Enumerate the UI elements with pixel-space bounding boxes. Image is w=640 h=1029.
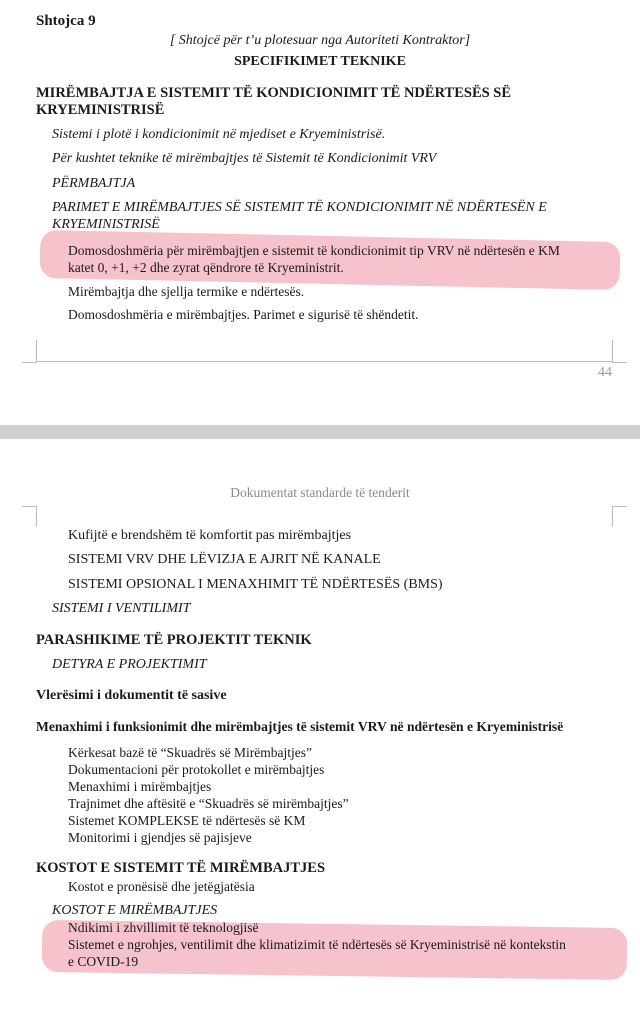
ownership-costs: Kostot e pronësisë dhe jetëgjatësia: [68, 879, 255, 894]
page-number: 44: [598, 365, 612, 380]
item3: Domosdoshmëria e mirëmbajtjes. Parimet e sigurisë të shëndetit.: [68, 307, 419, 322]
item1-line1: Domosdoshmëria për mirëmbajtjen e sistemit të kondicionimit tip VRV në ndërtesën e KM: [68, 243, 560, 258]
heating-line2: e COVID-19: [68, 954, 139, 969]
item1-line2: katet 0, +1, +2 dhe zyrat qëndrore të Kryeministrit.: [68, 260, 344, 275]
tech-item: Ndikimi i zhvillimit të teknologjisë: [68, 920, 259, 935]
management-heading: Menaxhimi i funksionimit dhe mirëmbajtjes të sistemit VRV në ndërtesën e Kryeministrisë: [36, 719, 564, 734]
mgmt-item: Sistemet KOMPLEKSE të ndërtesës së KM: [68, 813, 306, 828]
maint-costs-heading: KOSTOT E MIRËMBAJTJES: [52, 903, 218, 918]
content-heading: PËRMBAJTJA: [52, 176, 136, 191]
item6: SISTEMI OPSIONAL I MENAXHIMIT TË NDËRTESËS (BMS): [68, 577, 443, 592]
page-separator: [0, 425, 640, 439]
project-title: PARASHIKIME TË PROJEKTIT TEKNIK: [36, 632, 312, 648]
spec-title: SPECIFIKIMET TEKNIKE: [234, 54, 406, 69]
mgmt-item: Trajnimet dhe aftësitë e “Skuadrës së mirëmbajtjes”: [68, 796, 349, 811]
params-heading-line2: KRYEMINISTRISË: [52, 217, 160, 232]
crop-mark: [612, 340, 627, 363]
section-title-line1: MIRËMBAJTJA E SISTEMIT TË KONDICIONIMIT TË NDËRTESËS SË: [36, 85, 512, 101]
intro-line2: Për kushtet teknike të mirëmbajtjes të Sistemit të Kondicionimit VRV: [52, 151, 437, 166]
project-task: DETYRA E PROJEKTIMIT: [52, 657, 207, 672]
crop-mark: [22, 340, 37, 363]
crop-mark: [22, 506, 37, 527]
mgmt-item: Menaxhimi i mirëmbajtjes: [68, 779, 212, 794]
mgmt-item: Kërkesat bazë të “Skuadrës së Mirëmbajtjes”: [68, 745, 313, 760]
annex-title: Shtojca 9: [36, 13, 96, 29]
running-header: Dokumentat standarde të tenderit: [230, 485, 410, 500]
crop-mark: [612, 506, 627, 527]
item5: SISTEMI VRV DHE LËVIZJA E AJRIT NË KANALE: [68, 552, 381, 567]
crop-mark: [36, 361, 612, 362]
ventilation-heading: SISTEMI I VENTILIMIT: [52, 601, 191, 616]
costs-title: KOSTOT E SISTEMIT TË MIRËMBAJTJES: [36, 860, 326, 876]
params-heading-line1: PARIMET E MIRËMBAJTJES SË SISTEMIT TË KONDICIONIMIT NË NDËRTESËN E: [52, 200, 547, 215]
item4: Kufijtë e brendshëm të komfortit pas mirëmbajtjes: [68, 528, 352, 543]
item2: Mirëmbajtja dhe sjellja termike e ndërtesës.: [68, 284, 305, 299]
mgmt-item: Dokumentacioni për protokollet e mirëmbajtjes: [68, 762, 325, 777]
section-title-line2: KRYEMINISTRISË: [36, 102, 165, 118]
authority-note: [ Shtojcë për t’u plotesuar nga Autoriteti Kontraktor]: [169, 33, 471, 48]
mgmt-item: Monitorimi i gjendjes së pajisjeve: [68, 830, 252, 845]
quantities-heading: Vlerësimi i dokumentit të sasive: [36, 688, 227, 703]
intro-line1: Sistemi i plotë i kondicionimit në mjediset e Kryeministrisë.: [52, 127, 386, 142]
heating-line1: Sistemet e ngrohjes, ventilimit dhe klimatizimit të ndërtesës së Kryeministrisë në kontekstin: [68, 937, 566, 952]
